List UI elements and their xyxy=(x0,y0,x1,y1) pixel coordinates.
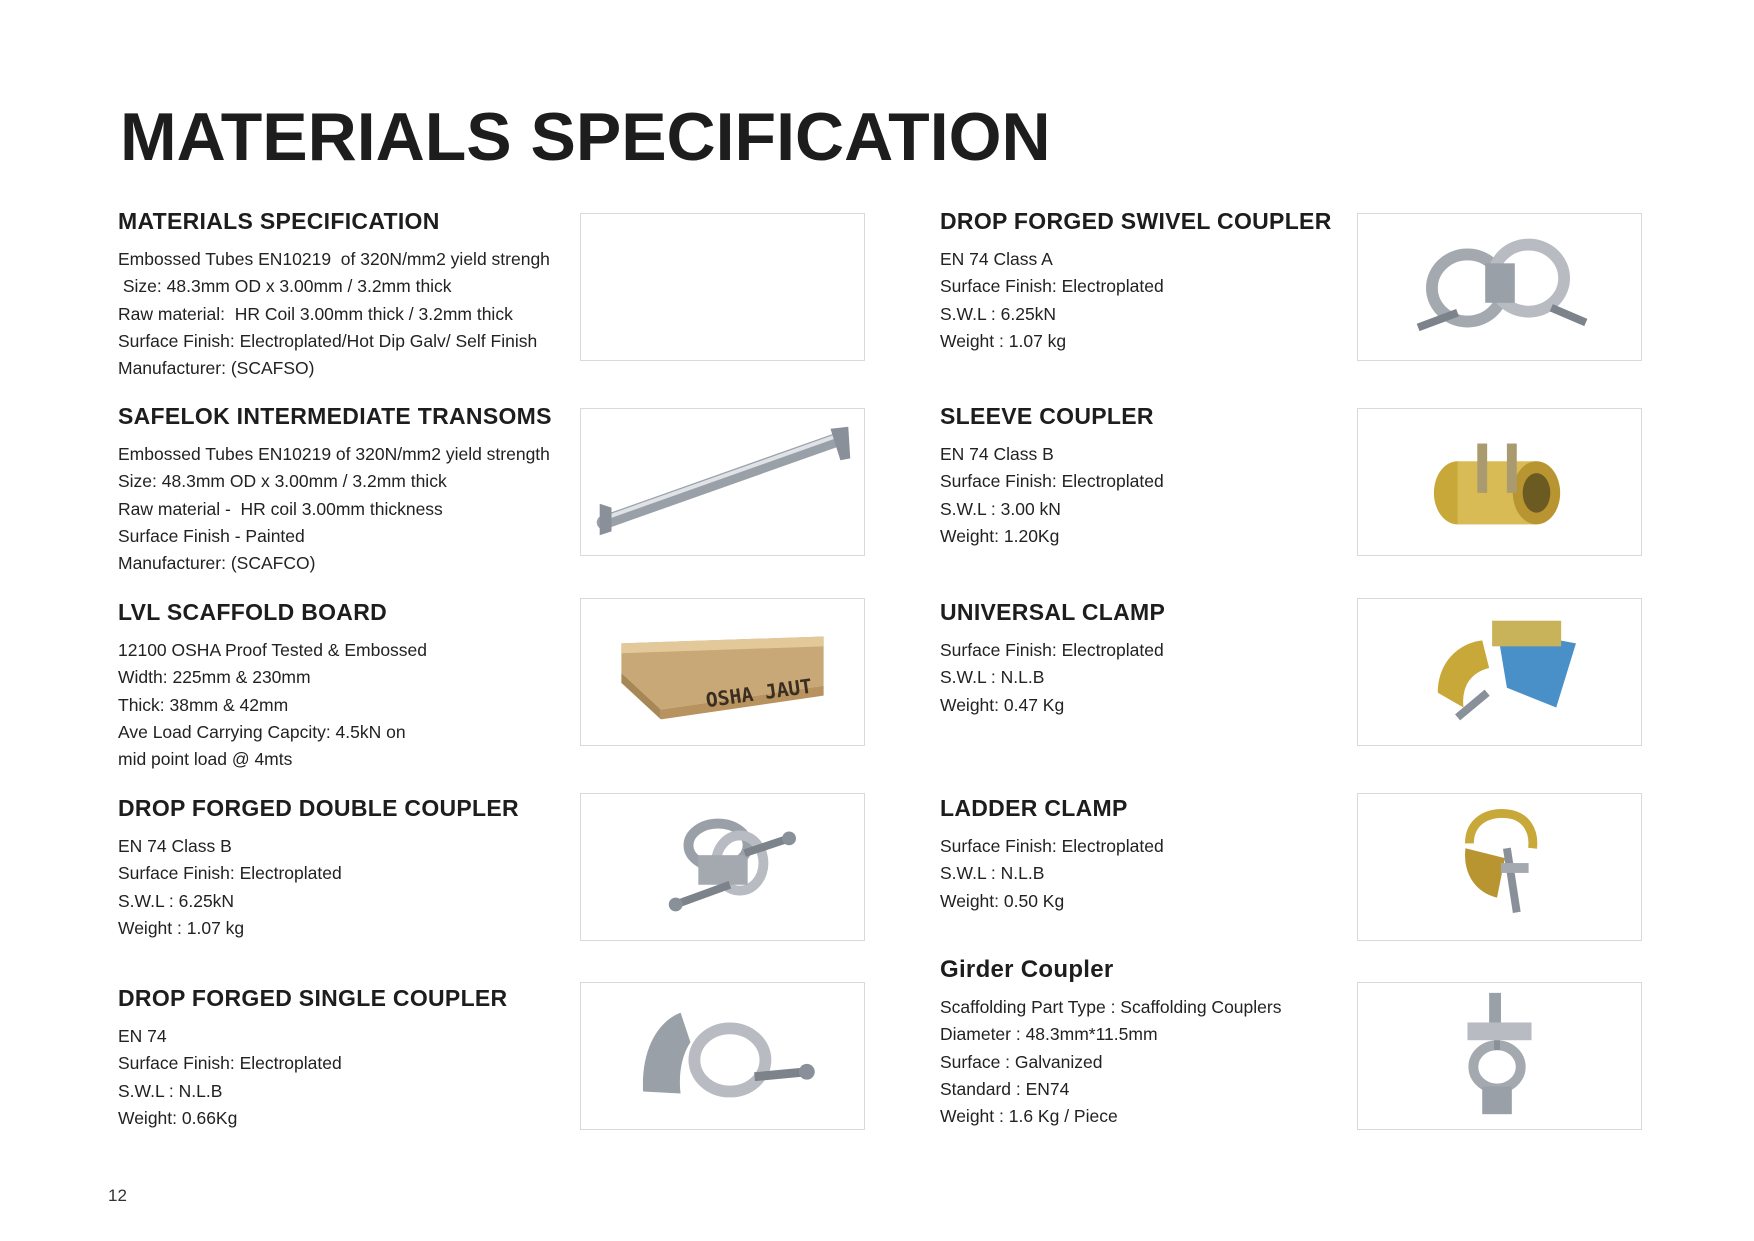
detail-line: Embossed Tubes EN10219 of 320N/mm2 yield strengh xyxy=(118,249,550,269)
item-details xyxy=(118,833,342,942)
sleeve-coupler-image xyxy=(1357,408,1642,556)
item-details xyxy=(940,246,1164,355)
detail-line: 12100 OSHA Proof Tested & Embossed xyxy=(118,640,428,660)
detail-line: Weight : 1.6 Kg / Piece xyxy=(940,1106,1118,1127)
detail-line: Diameter : 48.3mm*11.5mm xyxy=(940,1024,1158,1045)
item-title: Girder Coupler xyxy=(940,956,1114,983)
detail-line: Weight: 0.47 Kg xyxy=(940,694,1065,715)
item-title: SAFELOK INTERMEDIATE TRANSOMS xyxy=(118,403,552,429)
detail-line: S.W.L : 6.25kN xyxy=(940,303,1057,324)
detail-line: Weight: 1.20Kg xyxy=(940,525,1060,546)
swivel-coupler-image xyxy=(1357,213,1642,361)
detail-line: EN 74 Class B xyxy=(118,836,232,856)
detail-line: Weight : 1.07 kg xyxy=(940,330,1067,351)
detail-line: Surface Finish: Electroplated xyxy=(940,276,1164,297)
item-title: DROP FORGED SWIVEL COUPLER xyxy=(940,208,1332,234)
single-coupler-image xyxy=(580,982,865,1130)
detail-line: Ave Load Carrying Capcity: 4.5kN on xyxy=(118,721,406,742)
detail-line: Weight: 0.66Kg xyxy=(118,1107,238,1128)
detail-line: Manufacturer: (SCAFSO) xyxy=(118,358,315,379)
detail-line: Weight: 0.50 Kg xyxy=(940,890,1065,911)
detail-line: Surface Finish: Electroplated xyxy=(940,471,1164,492)
item-details xyxy=(940,637,1164,719)
item-title: DROP FORGED SINGLE COUPLER xyxy=(118,985,508,1011)
board-stamp-text: OSHA JAUT xyxy=(704,674,814,713)
sleeve-coupler-illustration xyxy=(1358,409,1641,555)
item-title: MATERIALS SPECIFICATION xyxy=(118,208,440,234)
item-title: LADDER CLAMP xyxy=(940,795,1128,821)
detail-line: Surface Finish: Electroplated/Hot Dip Galv/ Self Finish xyxy=(118,330,538,351)
detail-line: Surface Finish: Electroplated xyxy=(118,863,342,884)
detail-line: EN 74 xyxy=(118,1026,167,1046)
universal-clamp-image xyxy=(1357,598,1642,746)
detail-line: S.W.L : N.L.B xyxy=(118,1080,223,1101)
detail-line: Raw material - HR coil 3.00mm thickness xyxy=(118,498,443,519)
item-details xyxy=(940,994,1281,1130)
double-coupler-illustration xyxy=(581,794,864,940)
page-number: 12 xyxy=(108,1186,127,1205)
item-title: SLEEVE COUPLER xyxy=(940,403,1154,429)
detail-line: Width: 225mm & 230mm xyxy=(118,667,311,688)
detail-line: Weight : 1.07 kg xyxy=(118,917,245,938)
detail-line: Surface Finish - Painted xyxy=(118,525,305,546)
single-coupler-illustration xyxy=(581,983,864,1129)
item-details xyxy=(940,441,1164,550)
materials-image-frame xyxy=(580,213,865,361)
detail-line: Surface Finish: Electroplated xyxy=(940,640,1164,660)
detail-line: Standard : EN74 xyxy=(940,1078,1070,1099)
detail-line: Manufacturer: (SCAFCO) xyxy=(118,553,316,574)
detail-line: EN 74 Class A xyxy=(940,249,1053,269)
detail-line: Raw material: HR Coil 3.00mm thick / 3.2mm thick xyxy=(118,303,513,324)
item-details xyxy=(118,441,550,577)
detail-line: Surface Finish: Electroplated xyxy=(118,1053,342,1074)
detail-line: Surface : Galvanized xyxy=(940,1051,1103,1072)
item-title: LVL SCAFFOLD BOARD xyxy=(118,599,388,625)
detail-line: mid point load @ 4mts xyxy=(118,749,293,770)
detail-line: S.W.L : N.L.B xyxy=(940,667,1045,688)
detail-line: EN 74 Class B xyxy=(940,444,1054,464)
scaffold-board-image xyxy=(580,598,865,746)
detail-line: Size: 48.3mm OD x 3.00mm / 3.2mm thick xyxy=(118,471,447,492)
ladder-clamp-image xyxy=(1357,793,1642,941)
detail-line: Surface Finish: Electroplated xyxy=(940,836,1164,856)
girder-coupler-illustration xyxy=(1358,983,1641,1129)
detail-line: S.W.L : N.L.B xyxy=(940,863,1045,884)
item-details xyxy=(118,246,550,382)
double-coupler-image xyxy=(580,793,865,941)
detail-line: Embossed Tubes EN10219 of 320N/mm2 yield strength xyxy=(118,444,550,464)
detail-line: S.W.L : 6.25kN xyxy=(118,890,235,911)
page-title: MATERIALS SPECIFICATION xyxy=(120,99,1051,175)
detail-line: S.W.L : 3.00 kN xyxy=(940,498,1061,519)
item-details xyxy=(118,637,427,773)
item-details xyxy=(118,1023,342,1132)
item-title: DROP FORGED DOUBLE COUPLER xyxy=(118,795,519,821)
swivel-coupler-illustration xyxy=(1358,214,1641,360)
ladder-clamp-illustration xyxy=(1358,794,1641,940)
detail-line: Size: 48.3mm OD x 3.00mm / 3.2mm thick xyxy=(118,276,452,297)
transom-image xyxy=(580,408,865,556)
detail-line: Scaffolding Part Type : Scaffolding Couplers xyxy=(940,997,1282,1017)
item-title: UNIVERSAL CLAMP xyxy=(940,599,1166,625)
scaffold-board-illustration xyxy=(581,599,864,745)
transom-illustration xyxy=(581,409,864,555)
detail-line: Thick: 38mm & 42mm xyxy=(118,694,289,715)
universal-clamp-illustration xyxy=(1358,599,1641,745)
item-details xyxy=(940,833,1164,915)
girder-coupler-image xyxy=(1357,982,1642,1130)
